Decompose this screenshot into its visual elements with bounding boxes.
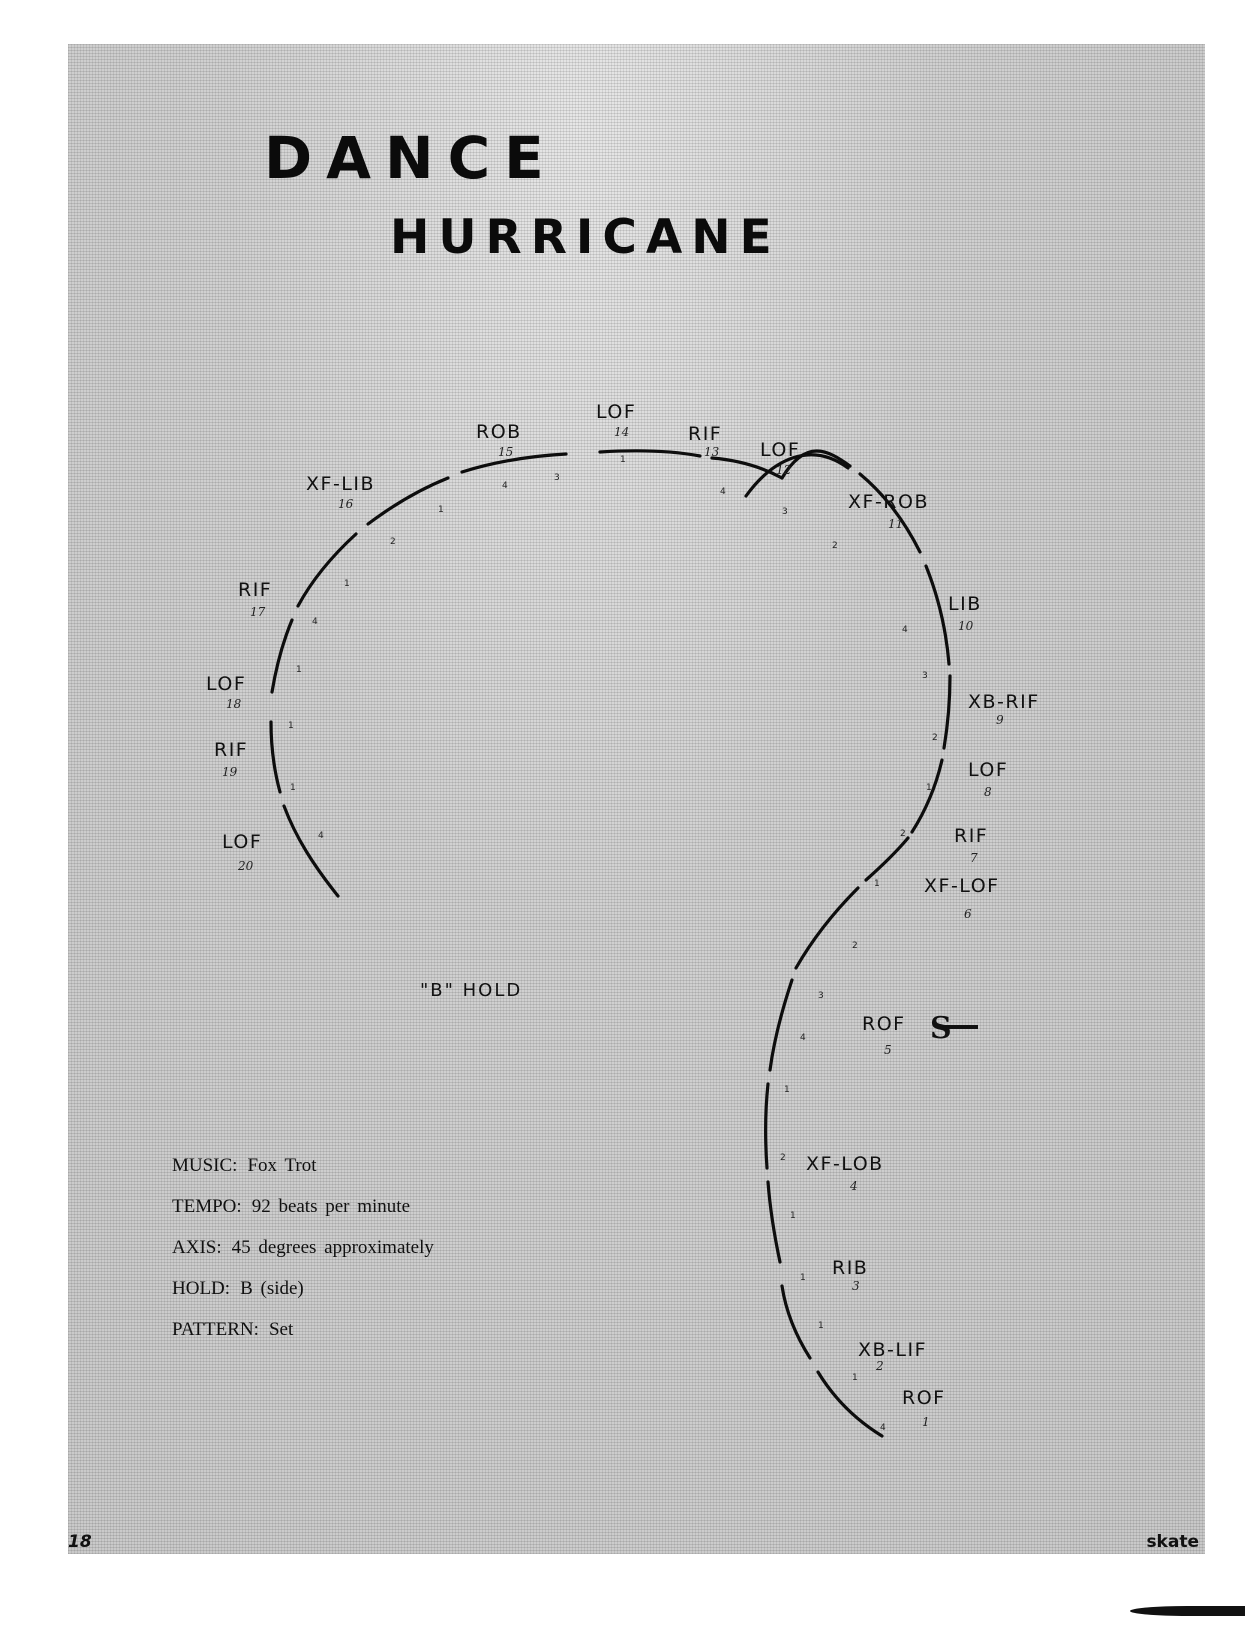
step-number-20: 20 xyxy=(238,859,254,873)
step-number-11: 11 xyxy=(888,517,904,531)
info-hold xyxy=(172,1268,434,1309)
step-number-9: 9 xyxy=(996,713,1004,727)
path-segment xyxy=(284,806,338,896)
info-pattern xyxy=(172,1309,434,1350)
beat-mark: 1 xyxy=(344,579,350,589)
step-label-3: RIB xyxy=(832,1257,869,1279)
path-segment xyxy=(368,478,448,524)
info-key: PATTERN: xyxy=(172,1319,259,1340)
hold-label: "B" HOLD xyxy=(420,980,523,1001)
path-segment xyxy=(768,1182,780,1262)
path-segment xyxy=(860,474,920,552)
path-segment xyxy=(271,722,280,792)
path-segment xyxy=(600,451,700,456)
beat-mark: 3 xyxy=(554,473,560,483)
title-dance: DANCE xyxy=(264,124,558,192)
info-key: TEMPO: xyxy=(172,1196,242,1217)
path-segment xyxy=(818,1372,882,1436)
beat-mark: 4 xyxy=(502,481,508,491)
path-segment xyxy=(462,454,566,472)
beat-mark: 4 xyxy=(880,1423,886,1433)
beat-mark: 3 xyxy=(818,991,824,1001)
step-label-13: RIF xyxy=(688,423,723,445)
info-value: B (side) xyxy=(240,1278,304,1299)
step-number-7: 7 xyxy=(970,851,978,865)
path-segment xyxy=(944,676,950,748)
beat-mark: 1 xyxy=(296,665,302,675)
beat-mark: 2 xyxy=(900,829,906,839)
beat-mark: 1 xyxy=(790,1211,796,1221)
beat-mark: 1 xyxy=(874,879,880,889)
step-number-5: 5 xyxy=(884,1043,892,1057)
title-hurricane: HURRICANE xyxy=(390,210,781,265)
beat-mark: 1 xyxy=(926,783,932,793)
step-number-10: 10 xyxy=(958,619,974,633)
step-number-13: 13 xyxy=(704,445,720,459)
beat-mark: 4 xyxy=(318,831,324,841)
step-number-12: 12 xyxy=(776,463,792,477)
step-number-6: 6 xyxy=(964,907,972,921)
path-segment xyxy=(782,1286,810,1358)
step-label-4: XF-LOB xyxy=(806,1153,884,1175)
step-number-2: 2 xyxy=(876,1359,884,1373)
page-edge-shadow xyxy=(1130,1606,1245,1616)
start-letter: S xyxy=(930,1011,952,1046)
step-number-8: 8 xyxy=(984,785,992,799)
beat-mark: 1 xyxy=(288,721,294,731)
info-value: Fox Trot xyxy=(247,1155,317,1176)
beat-mark: 1 xyxy=(818,1321,824,1331)
step-label-8: LOF xyxy=(968,759,1009,781)
beat-mark: 1 xyxy=(784,1085,790,1095)
step-number-4: 4 xyxy=(850,1179,858,1193)
info-music xyxy=(172,1145,434,1186)
beat-mark: 4 xyxy=(902,625,908,635)
beat-mark: 4 xyxy=(312,617,318,627)
beat-mark: 4 xyxy=(800,1033,806,1043)
beat-mark: 2 xyxy=(852,941,858,951)
beat-mark: 2 xyxy=(780,1153,786,1163)
step-label-6: XF-LOF xyxy=(924,875,1000,897)
step-label-18: LOF xyxy=(206,673,247,695)
path-segment xyxy=(866,838,908,880)
info-value: Set xyxy=(268,1319,294,1340)
page-number: 18 xyxy=(68,1532,92,1552)
step-number-3: 3 xyxy=(852,1279,860,1293)
step-label-5: ROF xyxy=(862,1013,906,1035)
step-label-19: RIF xyxy=(214,739,249,761)
info-key: MUSIC: xyxy=(172,1155,238,1176)
path-segment xyxy=(912,760,942,832)
step-number-15: 15 xyxy=(498,445,514,459)
beat-mark: 1 xyxy=(800,1273,806,1283)
step-label-15: ROB xyxy=(476,421,522,443)
path-segment xyxy=(926,566,949,664)
beat-mark: 4 xyxy=(720,487,726,497)
dance-info-list xyxy=(172,1145,434,1350)
step-label-10: LIB xyxy=(948,593,982,615)
step-label-17: RIF xyxy=(238,579,273,601)
start-marker xyxy=(930,1011,978,1046)
step-number-17: 17 xyxy=(250,605,266,619)
step-number-19: 19 xyxy=(222,765,238,779)
step-label-14: LOF xyxy=(596,401,637,423)
beat-mark: 3 xyxy=(922,671,928,681)
step-label-2: XB-LIF xyxy=(858,1339,928,1361)
step-label-1: ROF xyxy=(902,1387,946,1409)
beat-mark: 1 xyxy=(438,505,444,515)
step-label-16: XF-LIB xyxy=(306,473,376,495)
beat-mark: 1 xyxy=(852,1373,858,1383)
info-tempo xyxy=(172,1186,434,1227)
info-key: AXIS: xyxy=(172,1237,222,1258)
step-number-14: 14 xyxy=(614,425,630,439)
info-value: 92 beats per minute xyxy=(251,1196,411,1217)
beat-mark: 2 xyxy=(832,541,838,551)
beat-mark: 2 xyxy=(390,537,396,547)
step-number-16: 16 xyxy=(338,497,354,511)
info-key: HOLD: xyxy=(172,1278,231,1299)
path-segment xyxy=(298,534,356,606)
beat-mark: 3 xyxy=(782,507,788,517)
path-segment xyxy=(796,888,858,968)
step-label-20: LOF xyxy=(222,831,263,853)
step-number-1: 1 xyxy=(922,1415,930,1429)
path-segment xyxy=(766,1084,768,1168)
step-label-7: RIF xyxy=(954,825,989,847)
beat-mark: 2 xyxy=(932,733,938,743)
beat-mark: 1 xyxy=(290,783,296,793)
path-segment xyxy=(770,980,792,1070)
step-label-12: LOF xyxy=(760,439,801,461)
magazine-name: skate xyxy=(1146,1532,1199,1552)
step-number-18: 18 xyxy=(226,697,242,711)
info-axis xyxy=(172,1227,434,1268)
beat-mark: 1 xyxy=(620,455,626,465)
step-label-11: XF-ROB xyxy=(848,491,929,513)
info-value: 45 degrees approximately xyxy=(231,1237,434,1258)
step-label-9: XB-RIF xyxy=(968,691,1040,713)
path-segment xyxy=(272,620,292,692)
